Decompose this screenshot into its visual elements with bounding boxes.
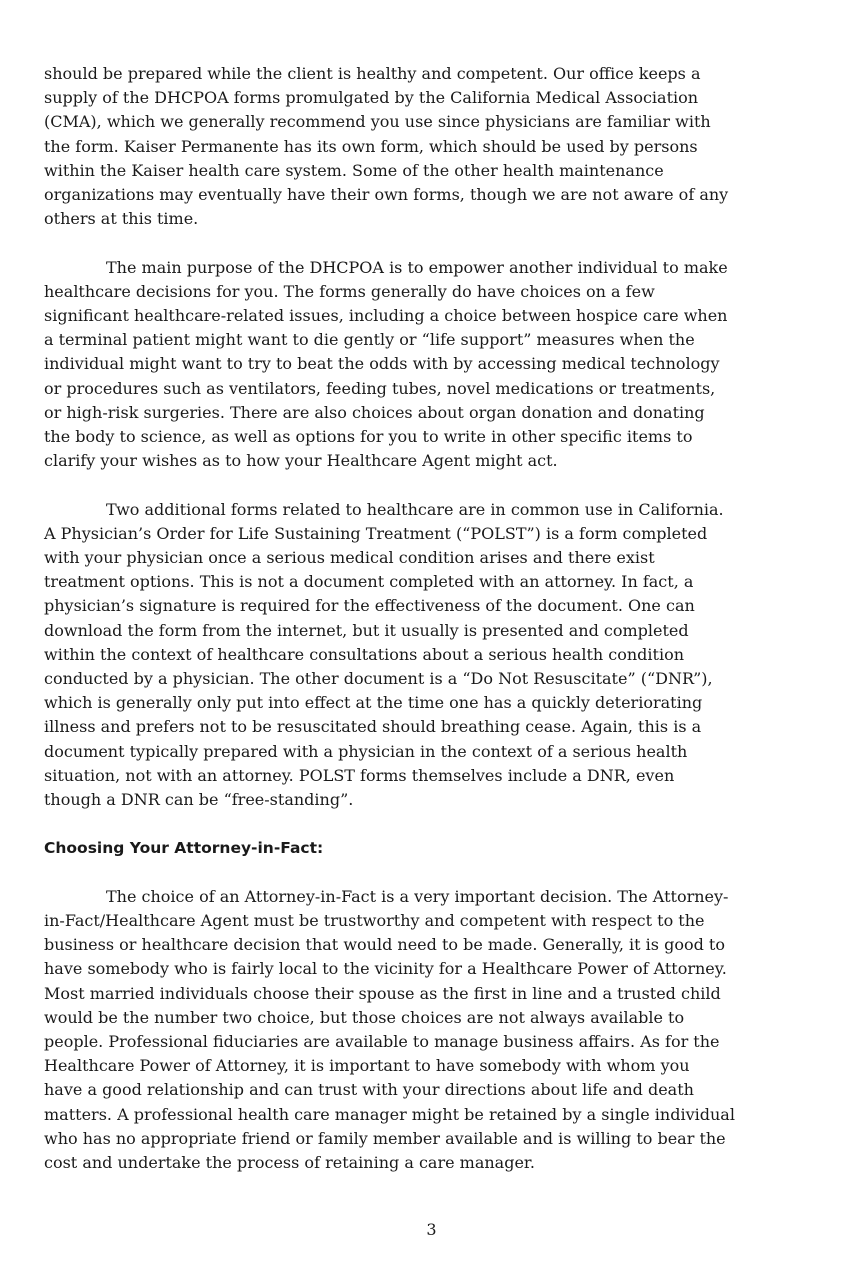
paragraph-polst-dnr (44, 498, 794, 813)
text-line: illness and prefers not to be resuscitated should breathing cease. Again, this is a (44, 717, 702, 737)
text-line: matters. A professional health care manager might be retained by a single individual (44, 1104, 735, 1124)
text-line: which is generally only put into effect at the time one has a quickly deteriorating (44, 693, 703, 713)
text-line: people. Professional fiduciaries are available to manage business affairs. As for the (44, 1032, 720, 1052)
text-line: treatment options. This is not a document completed with an attorney. In fact, a (44, 572, 694, 592)
text-line: or high-risk surgeries. There are also choices about organ donation and donating (44, 402, 705, 422)
text-line: download the form from the internet, but it usually is presented and completed (44, 620, 689, 640)
text-line: the body to science, as well as options for you to write in other specific items to (44, 427, 693, 447)
text-line: significant healthcare-related issues, including a choice between hospice care when (44, 306, 728, 326)
text-line: situation, not with an attorney. POLST forms themselves include a DNR, even (44, 765, 675, 785)
paragraph-spacer (44, 473, 794, 497)
text-line: within the context of healthcare consultations about a serious health condition (44, 644, 684, 664)
text-line: business or healthcare decision that would need to be made. Generally, it is good to (44, 935, 725, 955)
text-line: document typically prepared with a physician in the context of a serious health (44, 741, 688, 761)
text-line: within the Kaiser health care system. Some of the other health maintenance (44, 160, 664, 180)
text-line: with your physician once a serious medical condition arises and there exist (44, 548, 655, 568)
text-line: healthcare decisions for you. The forms generally do have choices on a few (44, 281, 655, 301)
paragraph-spacer (44, 812, 794, 836)
text-line: should be prepared while the client is healthy and competent. Our office keeps a (44, 64, 701, 83)
text-line: The choice of an Attorney-in-Fact is a very important decision. The Attorney- (106, 886, 729, 906)
page-number: 3 (426, 1220, 437, 1239)
text-line: though a DNR can be “free-standing”. (44, 790, 354, 810)
paragraph-cma-forms (44, 62, 794, 231)
text-line: The main purpose of the DHCPOA is to empower another individual to make (106, 257, 728, 277)
text-line: cost and undertake the process of retaining a care manager. (44, 1153, 535, 1173)
text-line: clarify your wishes as to how your Healthcare Agent might act. (44, 451, 558, 471)
text-line: in-Fact/Healthcare Agent must be trustworthy and competent with respect to the (44, 911, 705, 931)
paragraph-spacer (44, 861, 794, 885)
text-line: have somebody who is fairly local to the vicinity for a Healthcare Power of Attorney. (44, 959, 727, 979)
paragraph-spacer (44, 231, 794, 255)
text-line: the form. Kaiser Permanente has its own form, which should be used by persons (44, 136, 698, 156)
text-line: Healthcare Power of Attorney, it is important to have somebody with whom you (44, 1056, 690, 1076)
text-line: individual might want to try to beat the odds with by accessing medical technology (44, 354, 720, 374)
text-line: A Physician’s Order for Life Sustaining Treatment (“POLST”) is a form completed (44, 523, 708, 543)
text-line: Two additional forms related to healthcare are in common use in California. (106, 499, 724, 519)
text-line: who has no appropriate friend or family member available and is willing to bear the (44, 1128, 726, 1148)
text-line: (CMA), which we generally recommend you use since physicians are familiar with (44, 112, 711, 132)
text-line: would be the number two choice, but those choices are not always available to (44, 1007, 685, 1027)
text-line: conducted by a physician. The other document is a “Do Not Resuscitate” (“DNR”), (44, 669, 713, 689)
paragraph-dhcpoa-purpose (44, 256, 794, 474)
text-line: supply of the DHCPOA forms promulgated by the California Medical Association (44, 88, 699, 108)
paragraph-choosing-attorney (44, 885, 794, 1175)
text-line: a terminal patient might want to die gently or “life support” measures when the (44, 330, 695, 350)
text-line: have a good relationship and can trust with your directions about life and death (44, 1080, 694, 1100)
section-heading: Choosing Your Attorney-in-Fact: (44, 839, 324, 858)
text-line: others at this time. (44, 209, 199, 229)
text-line: or procedures such as ventilators, feeding tubes, novel medications or treatments, (44, 378, 716, 398)
text-line: physician’s signature is required for the effectiveness of the document. One can (44, 596, 695, 616)
text-line: Most married individuals choose their spouse as the first in line and a trusted child (44, 983, 721, 1003)
text-line: organizations may eventually have their own forms, though we are not aware of any (44, 185, 729, 205)
document-page (44, 62, 794, 1175)
